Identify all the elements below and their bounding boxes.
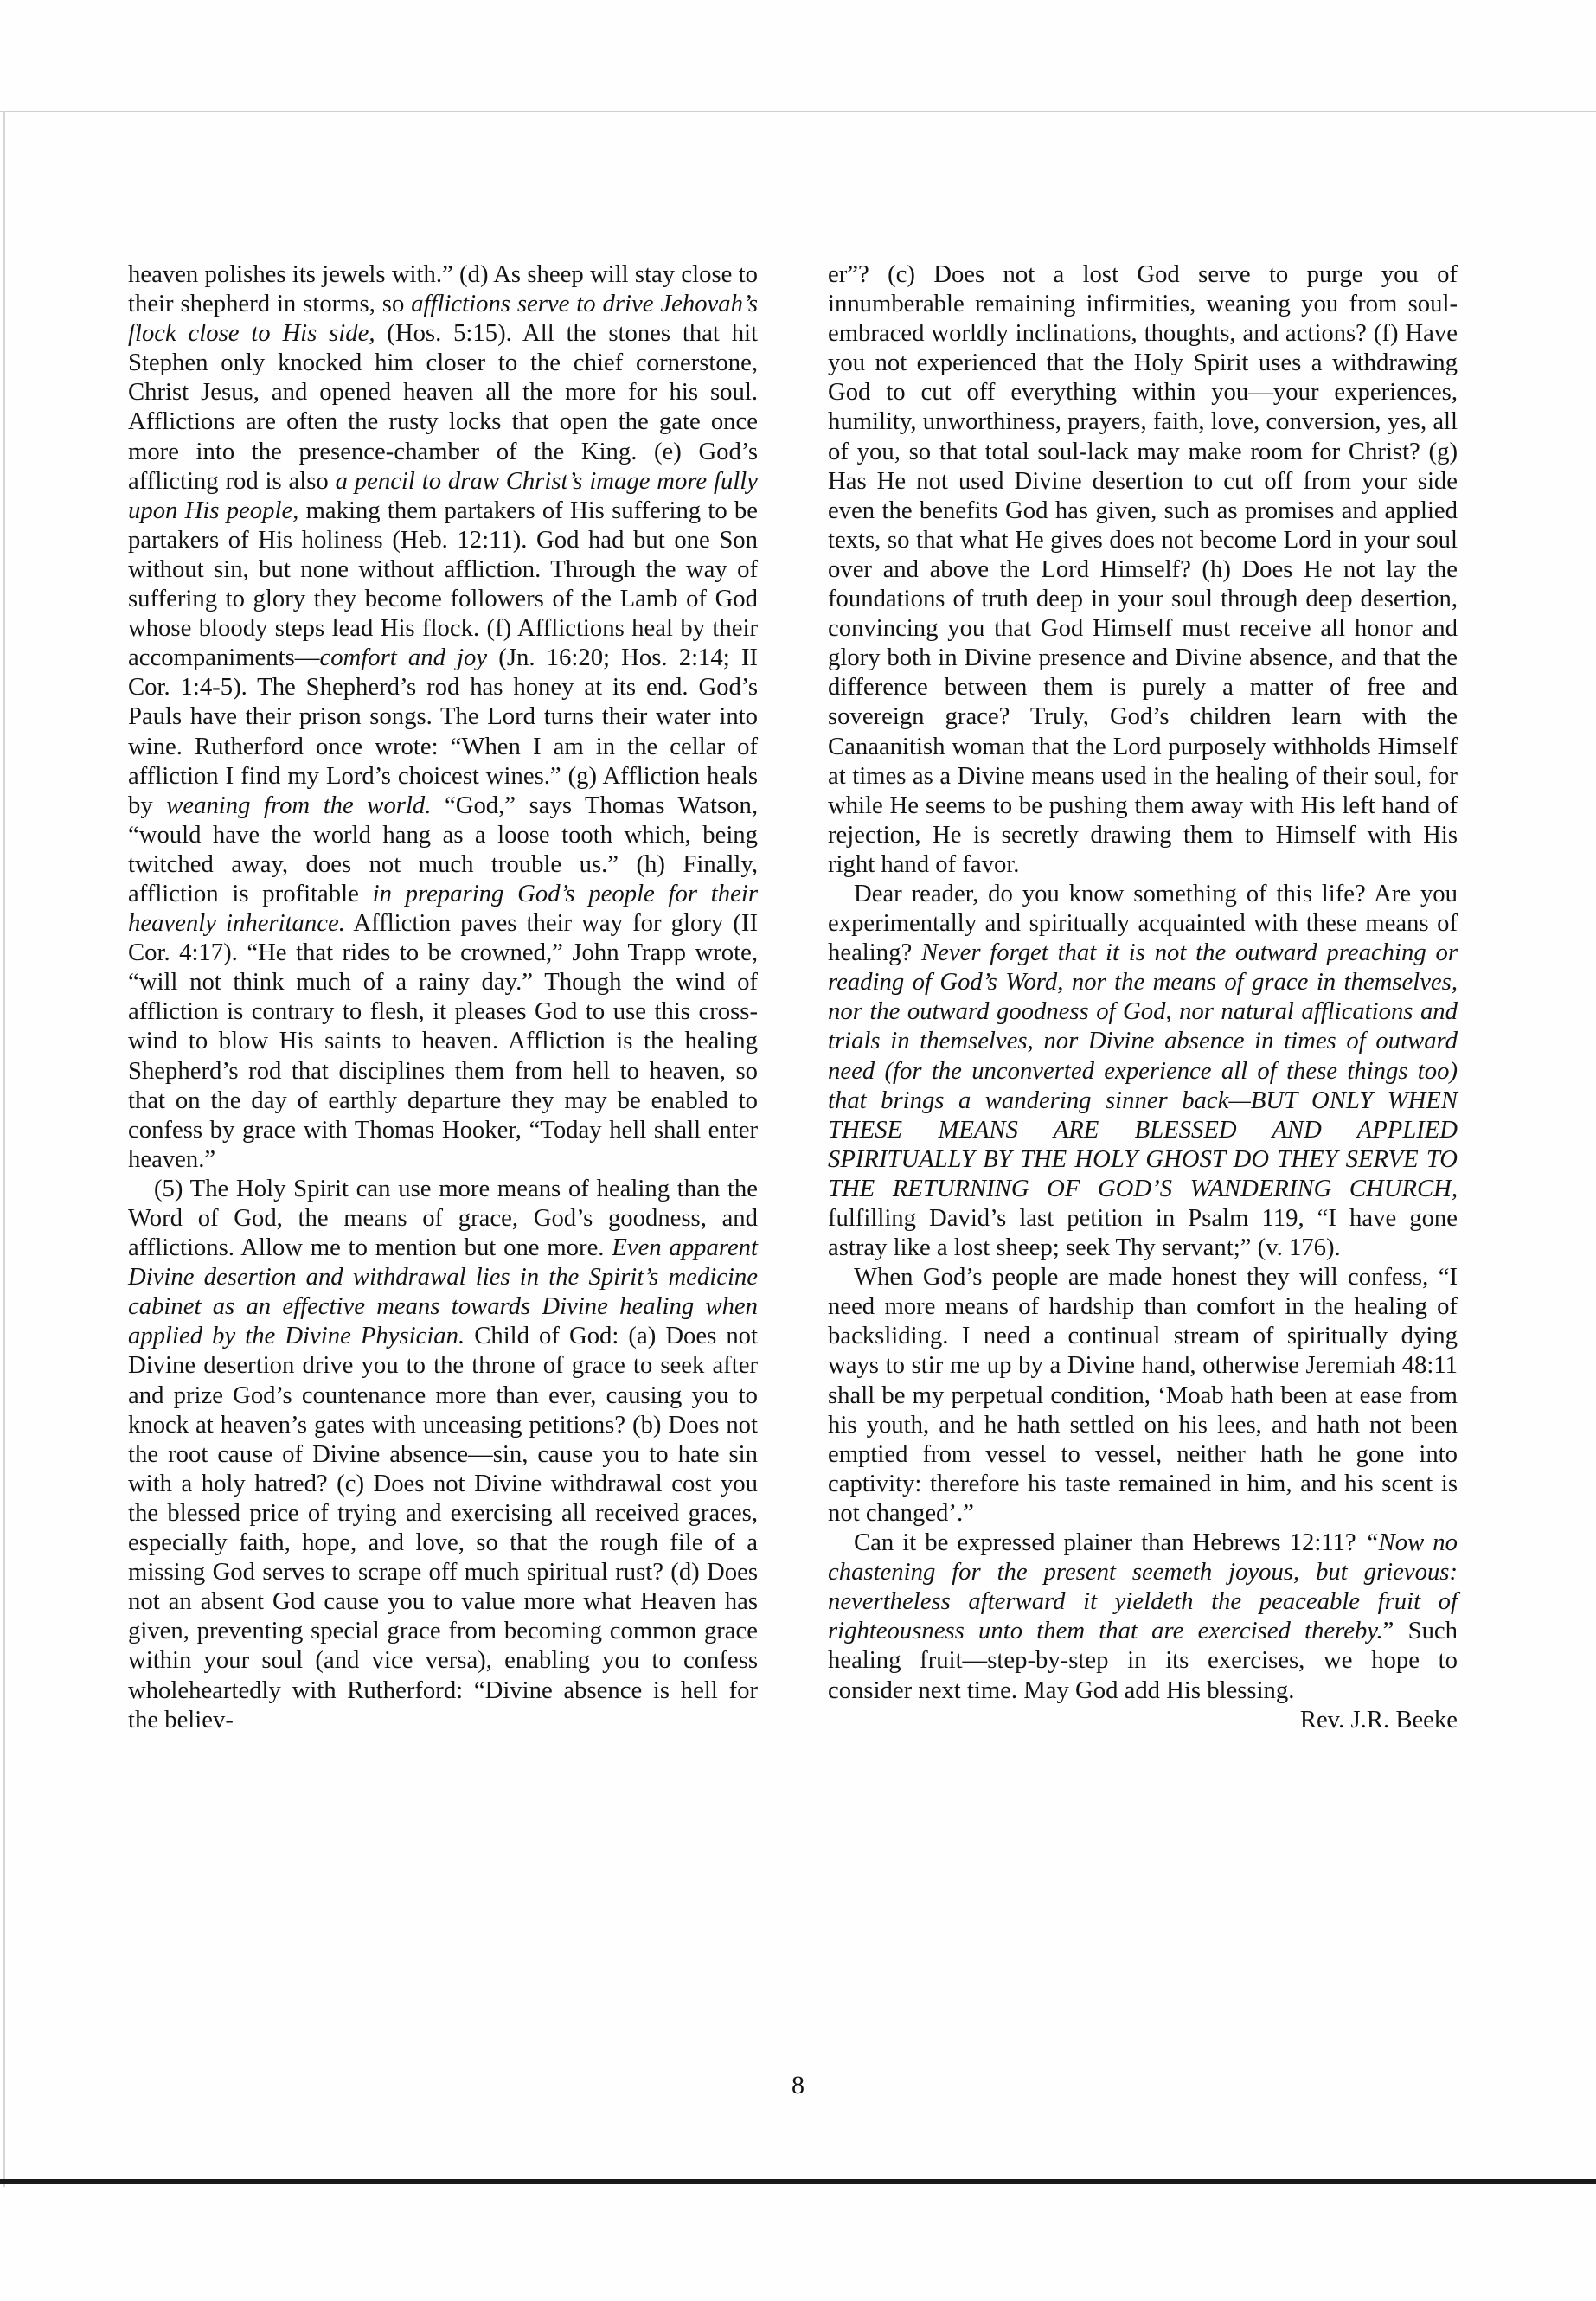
text-run: Dear reader, do you know something of this life? Are you experimentally and spiritually acquainted with these means of healing? [828,879,1458,967]
text-run: fulfilling David’s last petition in Psalm 119, “I have gone astray like a lost sheep; seek Thy servant;” (v. 176). [828,1204,1458,1262]
paragraph [828,1262,1458,1528]
text-run: Affliction paves their way for glory (II Cor. 4:17). “He that rides to be crowned,” John Trapp wrote, “will not think much of a rainy day.” Though the wind of affliction is contrary to flesh, it pleases God to use this cross-wind to blow His saints to heaven. Affliction is the healing Shepherd’s rod that disciplines them from hell to heaven, so that on the day of earthly departure they may be enabled to confess by grace with Thomas Hooker, “Today hell shall enter heaven.” [128,909,758,1173]
text-run: “God,” says Thomas Watson, “would have the world hang as a loose tooth which, being twitched away, does not much trouble us.” (h) Finally, affliction is profitable [128,791,758,907]
italic-text: Even apparent Divine desertion and withdrawal lies in the Spirit’s medicine cabinet as an effective means towards Divine healing when applied by the Divine Physician. [128,1234,758,1350]
paragraph [828,1528,1458,1705]
paragraph [828,260,1458,879]
paragraph [828,879,1458,1262]
italic-text: in preparing God’s people for their heavenly inheritance. [128,879,758,938]
scan-top-edge [0,111,1596,112]
italic-text: “Now no chastening for the present seemeth joyous, but grievous: nevertheless afterward it yieldeth the peaceable fruit of righteousness unto them that are exercised thereby. [828,1529,1458,1645]
paragraph [128,260,758,1174]
italic-text: Never forget that it is not the outward preaching or reading of God’s Word, nor the means of grace in themselves, nor the outward goodness of God, nor natural afflications and trials in themselves, nor Divine absence in times of outward need (for the unconverted experience all of these things too) that brings a wandering sinner back—BUT ONLY WHEN THESE MEANS ARE BLESSED AND APPLIED SPIRITUALLY BY THE HOLY GHOST DO THEY SERVE TO THE RETURNING OF GOD’S WANDERING CHURCH, [828,939,1458,1202]
text-run: Child of God: (a) Does not Divine desertion drive you to the throne of grace to seek after and prize God’s countenance more than ever, causing you to knock at heaven’s gates with unceasing petitions? (b) Does not the root cause of Divine absence—sin, cause you to hate sin with a holy hatred? (c) Does not Divine withdrawal cost you the blessed price of trying and exercising all received graces, especially faith, hope, and love, so that the rough file of a missing God serves to scrape off much spiritual rust? (d) Does not an absent God cause you to value more what Heaven has given, preventing special grace from becoming common grace within your soul (and vice versa), enabling you to confess wholeheartedly with Rutherford: “Divine absence is hell for the believ- [128,1322,758,1734]
text-run: er”? (c) Does not a lost God serve to purge you of innumberable remaining infirmities, weaning you from soul-embraced worldly inclinations, thoughts, and actions? (f) Have you not experienced that the Holy Spirit uses a withdrawing God to cut off everything within you—your experiences, humility, unworthiness, prayers, faith, love, conversion, yes, all of you, so that total soul-lack may make room for Christ? (g) Has He not used Divine desertion to cut off from your side even the benefits God has given, such as promises and applied texts, so that what He gives does not become Lord in your soul over and above the Lord Himself? (h) Does He not lay the foundations of truth deep in your soul through deep desertion, convincing you that God Himself must receive all honor and glory both in Divine presence and Divine absence, and that the difference between them is purely a matter of free and sovereign grace? Truly, God’s children learn with the Canaanitish woman that the Lord purposely withholds Himself at times as a Divine means used in the healing of their soul, for while He seems to be pushing them away with His left hand of rejection, He is secretly drawing them to Himself with His right hand of favor. [828,260,1458,878]
page-number: 8 [792,2071,804,2099]
text-run: making them partakers of His suffering to be partakers of His holiness (Heb. 12:11). God had but one Son without sin, but none without affliction. Through the way of suffering to glory they become followers of the Lamb of God whose bloody steps lead His flock. (f) Afflictions heal by their accompaniments— [128,496,758,672]
paragraph [128,1174,758,1734]
text-run: Can it be expressed plainer than Hebrews 12:11? [854,1529,1365,1557]
author-signature: Rev. J.R. Beeke [1299,1705,1458,1734]
italic-text: comfort and joy [319,644,488,672]
scan-bottom-edge [0,2179,1596,2184]
text-run: heaven polishes its jewels with.” (d) As sheep will stay close to their shepherd in storms, so [128,260,758,318]
scan-left-edge [3,111,5,2187]
italic-text: afflictions serve to drive Jehovah’s flock close to His side, [128,290,758,348]
text-run: (Jn. 16:20; Hos. 2:14; II Cor. 1:4-5). The Shepherd’s rod has honey at its end. God’s Pauls have their prison songs. The Lord turns their water into wine. Rutherford once wrote: “When I am in the cellar of affliction I find my Lord’s choicest wines.” (g) Affliction heals by [128,644,758,819]
left-column [128,260,758,1734]
text-run: (Hos. 5:15). All the stones that hit Stephen only knocked him closer to the chief cornerstone, Christ Jesus, and opened heaven all the more for his soul. Afflictions are often the rusty locks that open the gate once more into the presence-chamber of the King. (e) God’s afflicting rod is also [128,319,758,495]
italic-text: a pencil to draw Christ’s image more fully upon His people, [128,466,758,524]
italic-text: weaning from the world. [166,791,432,819]
text-run: (5) The Holy Spirit can use more means of healing than the Word of God, the means of grace, God’s goodness, and afflictions. Allow me to mention but one more. [128,1174,758,1262]
text-run: When God’s people are made honest they will confess, “I need more means of hardship than comfort in the healing of backsliding. I need a continual stream of spiritually dying ways to stir me up by a Divine hand, otherwise Jeremiah 48:11 shall be my perpetual condition, ‘Moab hath been at ease from his youth, and he hath settled on his lees, and hath not been emptied from vessel to vessel, neither hath he gone into captivity: therefore his taste remained in him, and his scent is not changed’.” [828,1263,1458,1527]
right-column [828,260,1458,1734]
text-run: ” Such healing fruit—step-by-step in its exercises, we hope to consider next time. May God add His blessing. [828,1617,1458,1704]
